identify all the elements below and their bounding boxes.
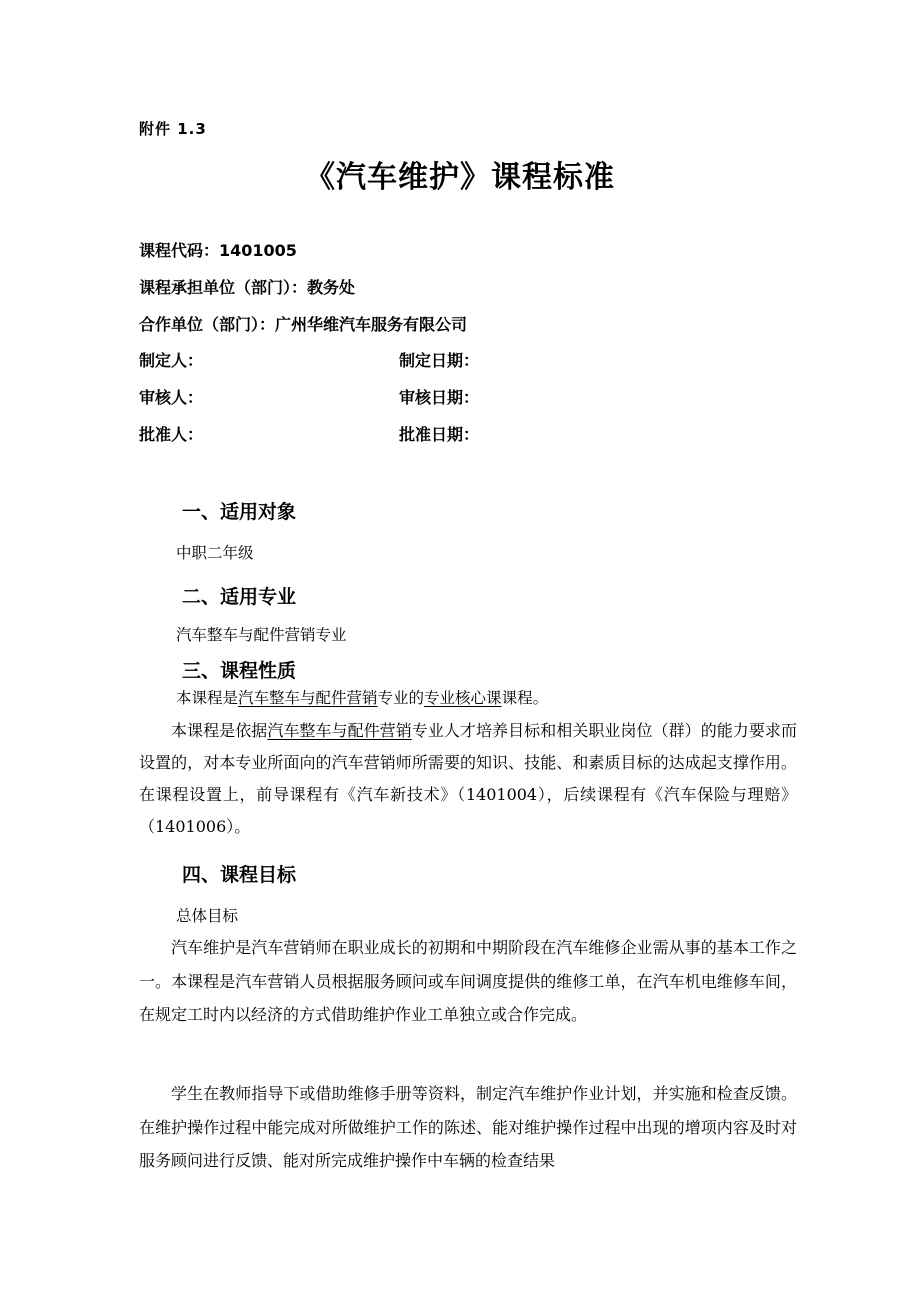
section-4-subheading: 总体目标	[176, 907, 239, 925]
underlined-course-type: 专业核心课	[424, 689, 502, 707]
section-3-paragraph-1	[176, 686, 548, 708]
section-1-text: 中职二年级	[176, 544, 254, 562]
paragraph-text: 本课程是依据	[171, 721, 268, 740]
page-title: 《汽车维护》课程标准	[305, 160, 615, 195]
paragraph-text: 专业的	[377, 689, 425, 707]
review-date-label: 审核日期：	[399, 388, 480, 407]
section-4-paragraph-1: 汽车维护是汽车营销师在职业成长的初期和中期阶段在汽车维修企业需从事的基本工作之一。本课程是汽车营销人员根据服务顾问或车间调度提供的维修工单，在汽车机电维修车间，在规定工时内以经济的方式借助维护作业工单独立或合作完成。	[139, 938, 797, 1024]
drafter-label: 制定人：	[139, 351, 204, 370]
section-heading-2: 二、适用专业	[182, 586, 297, 608]
section-heading-3: 三、课程性质	[182, 660, 297, 682]
section-3-paragraph-2	[139, 715, 797, 843]
cooperating-unit: 合作单位（部门）：广州华维汽车服务有限公司	[139, 315, 468, 334]
approver-label: 批准人：	[139, 425, 204, 444]
section-4-paragraph-2: 学生在教师指导下或借助维修手册等资料，制定汽车维护作业计划，并实施和检查反馈。在维护操作过程中能完成对所做维护工作的陈述、能对维护操作过程中出现的增项内容及时对服务顾问进行反馈、能对所完成维护操作中车辆的检查结果	[139, 1084, 797, 1170]
section-heading-4: 四、课程目标	[182, 864, 297, 886]
course-code: 课程代码：1401005	[139, 241, 297, 260]
section-2-text: 汽车整车与配件营销专业	[176, 626, 347, 644]
reviewer-label: 审核人：	[139, 388, 204, 407]
approve-date-label: 批准日期：	[399, 425, 480, 444]
paragraph-text: 本课程是	[176, 689, 239, 707]
undertaking-unit: 课程承担单位（部门）：教务处	[139, 278, 356, 297]
draft-date-label: 制定日期：	[399, 351, 480, 370]
underlined-major: 汽车整车与配件营销	[267, 721, 412, 740]
attachment-label: 附件 1.3	[139, 120, 207, 138]
paragraph-text: 课程。	[501, 689, 549, 707]
underlined-major: 汽车整车与配件营销	[238, 689, 378, 707]
section-heading-1: 一、适用对象	[182, 501, 297, 523]
paragraph-text: 专业人才培养目标和相关职业岗位（群）的能力要求而设置的，对本专业所面向的汽车营销师所需要的知识、技能、和素质目标的达成起支撑作用。在课程设置上，前导课程有《汽车新技术》（1401004），后续课程有《汽车保险与理赔》（1401006）。	[139, 721, 797, 836]
